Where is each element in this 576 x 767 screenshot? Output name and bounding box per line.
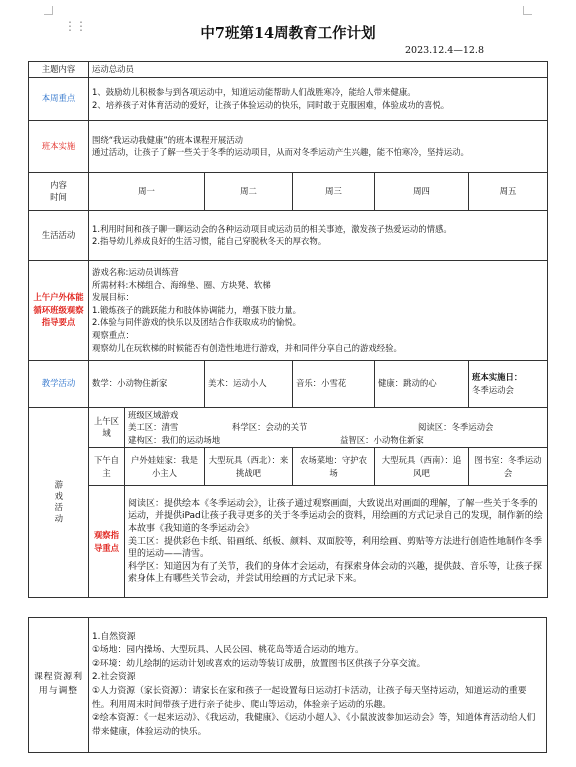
life-activity-line: 1.利用时间和孩子聊一聊运动会的各种运动项目或运动员的相关事迹，激发孩子热爱运动的情感。 <box>92 223 452 234</box>
play-observe-row <box>29 486 548 598</box>
resources-row <box>29 618 547 753</box>
special-day-value: 冬季运动会 <box>472 384 514 395</box>
life-activity-content <box>89 210 548 260</box>
play-activity-label: 游戏活动 <box>29 407 89 598</box>
outdoor-line: 发展目标： <box>92 292 134 303</box>
page-corner-mark <box>44 6 53 15</box>
resources-line: ①人力资源（家长资源）：请家长在家和孩子一起设置每日运动打卡活动，让孩子每天坚持运动，知道运动的重要性。利用周末时间带孩子进行亲子徒步、爬山等运动，体验亲子运动的乐趣。 <box>92 686 527 710</box>
outdoor-line: 观察重点： <box>92 329 134 340</box>
observe-paragraph: 阅读区：提供绘本《冬季运动会》，让孩子通过观察画面，大致说出对画面的理解，了解一些关于冬季的运动，并提供iPad让孩子我寻更多的关于冬季运动会的资料，用绘画的方式记录自己的发现，制作新的绘本故事《我知道的冬季运动会》 <box>128 498 543 534</box>
life-activity-row <box>29 210 548 260</box>
play-morning-row <box>29 407 548 448</box>
resources-line: ②绘本资源：《一起来运动》、《我运动，我健康》、《运动小超人》、《小鼠波波参加运动会》等，知道体育活动给人们带来健康，体验运动的快乐。 <box>92 713 536 737</box>
resources-line: ①场地：园内操场、大型玩具、人民公园、桃花岛等适合运动的地方。 <box>92 645 364 656</box>
weekly-focus-line: 2、培养孩子对体育活动的爱好，让孩子体验运动的快乐，同时敢于克服困难，体验成功的喜悦。 <box>92 99 450 110</box>
morning-area-item: 建构区：我们的运动场地 <box>128 434 221 445</box>
outdoor-row <box>29 260 548 360</box>
weekly-plan-table <box>28 61 548 598</box>
outdoor-line: 1.锻炼孩子的跳跃能力和肢体协调能力，增强下肢力量。 <box>92 304 301 315</box>
play-observe-label: 观察指导重点 <box>89 486 125 598</box>
outdoor-content <box>89 260 548 360</box>
afternoon-item: 图书室：冬季运动会 <box>469 448 548 486</box>
theme-row <box>29 62 548 78</box>
outdoor-line: 所需材料:木梯组合、海绵垫、圈、方块凳、软梯 <box>92 279 271 290</box>
life-activity-label: 生活活动 <box>29 210 89 260</box>
outdoor-label: 上午户外体能循环班级观察指导要点 <box>29 260 89 360</box>
day-header-thu: 周四 <box>375 172 469 210</box>
teaching-row <box>29 360 548 407</box>
afternoon-item: 大型玩具（西北）：来挑战吧 <box>205 448 293 486</box>
teaching-tue: 美术：运动小人 <box>205 360 293 407</box>
class-feature-line: 围绕“我运动我健康”的班本课程开展活动 <box>92 134 244 145</box>
page-corner-mark <box>523 6 532 15</box>
resources-line: 2.社会资源 <box>92 672 136 683</box>
table-move-handle-icon[interactable]: ⋮⋮ <box>64 19 86 33</box>
class-feature-line: 通过活动，让孩子了解一些关于冬季的运动项目，从而对冬季运动产生兴趣，能不怕寒冷，坚持运动。 <box>92 147 469 158</box>
outdoor-line: 2.体验与同伴游戏的快乐以及团结合作获取成功的愉悦。 <box>92 317 301 328</box>
morning-area-line <box>128 434 544 447</box>
resources-table <box>28 617 547 753</box>
day-header-mon: 周一 <box>89 172 205 210</box>
observe-paragraph: 科学区：知道因为有了关节，我们的身体才会运动，有探索身体会动的兴趣，提供鼓、音乐等，让孩子探索身体上有哪些关节会动，并尝试用绘画的方式记录下来。 <box>128 561 543 585</box>
morning-area-item: 益智区：小动物住新家 <box>340 434 424 445</box>
schedule-header-label: 内容 时间 <box>29 172 89 210</box>
document-title: 中7班第14周教育工作计划 <box>200 25 376 42</box>
weekly-focus-row <box>29 77 548 120</box>
morning-area-line <box>128 421 544 434</box>
afternoon-item: 农场菜地：守护农场 <box>293 448 375 486</box>
class-feature-label: 班本实施 <box>29 120 89 172</box>
play-afternoon-label: 下午自主 <box>89 448 125 486</box>
class-feature-row <box>29 120 548 172</box>
morning-area-title: 班级区域游戏 <box>128 409 179 420</box>
theme-value: 运动总动员 <box>89 62 548 78</box>
morning-area-item: 科学区：会动的关节 <box>232 422 308 433</box>
schedule-header-row <box>29 172 548 210</box>
morning-area-item: 阅读区：冬季运动会 <box>418 422 494 433</box>
observe-paragraph: 美工区：提供彩色卡纸、铅画纸、纸板、颜料、双面胶等，利用绘画、剪贴等方法进行创造性地制作冬季里的运动——清雪。 <box>128 536 543 560</box>
resources-line: ②环境：幼儿绘制的运动计划或喜欢的运动等装订成册，放置图书区供孩子分享交流。 <box>92 658 426 669</box>
play-observe-content <box>125 486 548 598</box>
special-day-title: 班本实施日： <box>472 372 523 382</box>
weekly-focus-line: 1、鼓励幼儿积极参与到各项运动中，知道运动能帮助人们战胜寒冷，能给人带来健康。 <box>92 87 416 97</box>
teaching-wed: 音乐：小雪花 <box>293 360 375 407</box>
day-header-tue: 周二 <box>205 172 293 210</box>
play-morning-content <box>125 407 548 448</box>
date-range: 2023.12.4—12.8 <box>404 45 484 56</box>
day-header-wed: 周三 <box>293 172 375 210</box>
resources-line: 1.自然资源 <box>92 631 136 642</box>
day-header-fri: 周五 <box>469 172 548 210</box>
resources-label: 课程资源利用与调整 <box>29 618 89 753</box>
weekly-focus-content <box>89 77 548 120</box>
outdoor-line: 观察幼儿在玩软梯的时候能否有创造性地进行游戏，并和同伴分享自己的游戏经验。 <box>92 342 402 353</box>
play-morning-label: 上午区域 <box>89 407 125 448</box>
teaching-mon: 数学：小动物住新家 <box>89 360 205 407</box>
play-afternoon-row <box>29 448 548 486</box>
teaching-thu: 健康：跳动的心 <box>375 360 469 407</box>
morning-area-item: 美工区：清雪 <box>128 422 179 433</box>
life-activity-line: 2.指导幼儿养成良好的生活习惯，能自己穿脱秋冬天的厚衣物。 <box>92 236 327 247</box>
afternoon-item: 户外娃娃家：我是小主人 <box>125 448 205 486</box>
resources-content <box>89 618 547 753</box>
afternoon-item: 大型玩具（西南）：追风吧 <box>375 448 469 486</box>
weekly-focus-label: 本周重点 <box>29 77 89 120</box>
outdoor-line: 游戏名称:运动员训练营 <box>92 267 179 278</box>
teaching-fri <box>469 360 548 407</box>
theme-label: 主题内容 <box>29 62 89 78</box>
teaching-label: 教学活动 <box>29 360 89 407</box>
class-feature-content <box>89 120 548 172</box>
